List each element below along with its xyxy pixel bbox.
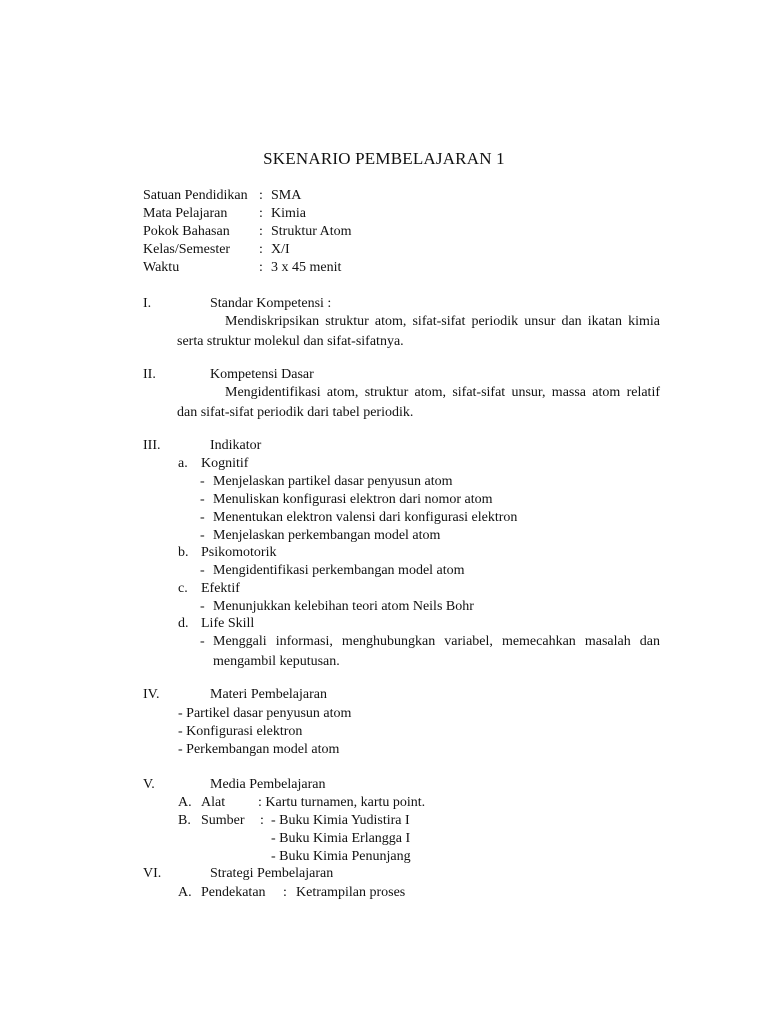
- section-2-heading: Kompetensi Dasar: [210, 367, 314, 382]
- strategi-value-pendekatan: Ketrampilan proses: [296, 885, 406, 900]
- meta-value: X/I: [271, 242, 290, 257]
- indikator-item: [200, 491, 493, 509]
- bullet-dash: -: [200, 634, 205, 649]
- bullet-dash: -: [200, 474, 205, 489]
- section-4-number: IV.: [143, 687, 160, 702]
- meta-label: Pokok Bahasan: [143, 224, 230, 239]
- indikator-item-text: Menggali informasi, menghubungkan variabel, memecahkan masalah dan mengambil keputusan.: [213, 634, 660, 669]
- indikator-item-text: Menjelaskan partikel dasar penyusun atom: [213, 474, 453, 489]
- sumber-item: - Buku Kimia Yudistira I: [271, 813, 410, 828]
- indikator-item-text: Menunjukkan kelebihan teori atom Neils Bohr: [213, 599, 474, 614]
- meta-label: Kelas/Semester: [143, 242, 231, 257]
- meta-value: Struktur Atom: [271, 224, 352, 239]
- indikator-item-text: Menuliskan konfigurasi elektron dari nomor atom: [213, 492, 493, 507]
- materi-item: - Perkembangan model atom: [178, 742, 340, 757]
- section-5-number: V.: [143, 777, 155, 792]
- indikator-label-psikomotorik: Psikomotorik: [201, 545, 277, 560]
- materi-item: - Partikel dasar penyusun atom: [178, 706, 352, 721]
- indikator-item-text: Mengidentifikasi perkembangan model atom: [213, 563, 465, 578]
- bullet-dash: -: [200, 510, 205, 525]
- strategi-colon: :: [283, 885, 287, 900]
- media-letter-b: B.: [178, 813, 191, 828]
- section-1-body-text: Mendiskripsikan struktur atom, sifat-sifat periodik unsur dan ikatan kimia serta struktur molekul dan sifat-sifatnya.: [177, 314, 660, 349]
- meta-colon: :: [259, 260, 263, 275]
- media-letter-a: A.: [178, 795, 192, 810]
- meta-label: Mata Pelajaran: [143, 206, 228, 221]
- meta-value: SMA: [271, 188, 302, 203]
- indikator-item: [200, 598, 474, 616]
- indikator-item: [200, 632, 660, 672]
- meta-colon: :: [259, 224, 263, 239]
- media-label-sumber: Sumber: [201, 813, 245, 828]
- materi-item: - Konfigurasi elektron: [178, 724, 303, 739]
- section-1-body: [177, 312, 660, 352]
- strategi-letter-a: A.: [178, 885, 192, 900]
- bullet-dash: -: [200, 528, 205, 543]
- strategi-label-pendekatan: Pendekatan: [201, 885, 266, 900]
- indikator-label-kognitif: Kognitif: [201, 456, 249, 471]
- indikator-item: [200, 509, 517, 527]
- meta-colon: :: [259, 206, 263, 221]
- section-3-number: III.: [143, 438, 161, 453]
- section-2-body-text: Mengidentifikasi atom, struktur atom, sifat-sifat unsur, massa atom relatif dan sifat-sifat periodik dari tabel periodik.: [177, 385, 660, 420]
- indikator-item: [200, 473, 452, 491]
- media-value-alat: : Kartu turnamen, kartu point.: [258, 795, 426, 810]
- indikator-item-text: Menjelaskan perkembangan model atom: [213, 528, 441, 543]
- bullet-dash: -: [200, 563, 205, 578]
- section-1-heading: Standar Kompetensi :: [210, 296, 332, 311]
- meta-label: Satuan Pendidikan: [143, 188, 248, 203]
- section-6-number: VI.: [143, 866, 162, 881]
- section-2-body: [177, 383, 660, 423]
- section-5-heading: Media Pembelajaran: [210, 777, 326, 792]
- indikator-letter-c: c.: [178, 581, 188, 596]
- meta-colon: :: [259, 188, 263, 203]
- media-label-alat: Alat: [201, 795, 226, 810]
- indikator-letter-a: a.: [178, 456, 188, 471]
- meta-colon: :: [259, 242, 263, 257]
- meta-value: 3 x 45 menit: [271, 260, 342, 275]
- sumber-item: - Buku Kimia Erlangga I: [271, 831, 411, 846]
- indikator-item-text: Menentukan elektron valensi dari konfigurasi elektron: [213, 510, 518, 525]
- section-3-heading: Indikator: [210, 438, 262, 453]
- sumber-item: - Buku Kimia Penunjang: [271, 849, 411, 864]
- indikator-label-life-skill: Life Skill: [201, 616, 255, 631]
- bullet-dash: -: [200, 492, 205, 507]
- indikator-item: [200, 562, 465, 580]
- page-title: SKENARIO PEMBELAJARAN 1: [263, 149, 505, 168]
- bullet-dash: -: [200, 599, 205, 614]
- indikator-item: [200, 527, 440, 545]
- indikator-letter-b: b.: [178, 545, 189, 560]
- media-colon-sumber: :: [260, 813, 264, 828]
- meta-value: Kimia: [271, 206, 306, 221]
- section-1-number: I.: [143, 296, 152, 311]
- section-4-heading: Materi Pembelajaran: [210, 687, 328, 702]
- indikator-letter-d: d.: [178, 616, 189, 631]
- section-6-heading: Strategi Pembelajaran: [210, 866, 334, 881]
- indikator-label-efektif: Efektif: [201, 581, 240, 596]
- section-2-number: II.: [143, 367, 156, 382]
- meta-label: Waktu: [143, 260, 180, 275]
